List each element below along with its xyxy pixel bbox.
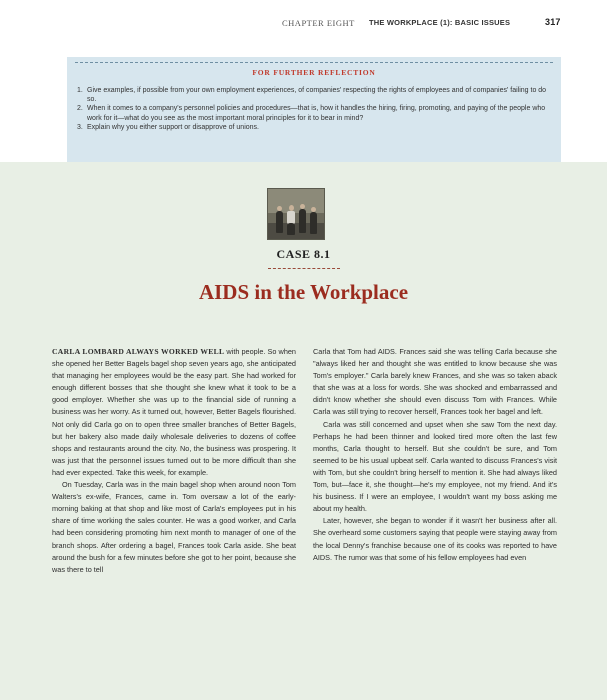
case-paragraph-text: with people. So when she opened her Better Bagels bagel shop seven years ago, she anticipated that managing her employees would be the easy part. She had worked for enough different bosses that she thought she knew what it took to be a good employer. Whether she was up to the financial side of running a business was her worry. As it turned out, however, Better Bagels flourished. Not only did Carla go on to open three smaller branches of Better Bagels, but her bakery also made daily wholesale deliveries to dozens of coffee shops and restaurants around the city. No, the business was prospering. It was just that the personnel issues turned out to be more difficult than she had ever expected. Take this week, for example. [52,347,296,477]
reflection-questions [77,86,549,132]
question-text: Give examples, if possible from your own employment experiences, of companies' respecting the rights of employees and of companies' failing to do so. [87,87,547,104]
chapter-label: CHAPTER EIGHT [282,18,355,28]
photo-figure [299,209,306,233]
further-reflection-box [67,57,561,162]
chapter-title: THE WORKPLACE (1): BASIC ISSUES [369,18,511,27]
photo-figure-head [311,207,316,212]
reflection-question [77,123,549,132]
reflection-heading: FOR FURTHER REFLECTION [252,68,376,77]
page-number: 317 [545,17,561,27]
case-paragraph [52,346,296,479]
case-divider [268,268,340,269]
running-head [0,16,607,32]
photo-figure [310,212,317,234]
case-paragraph: On Tuesday, Carla was in the main bagel shop when around noon Tom Walters's ex-wife, Frances, came in. Tom oversaw a lot of the early-morning baking at that shop and like most of Carla's employees put in his share of time working the sales counter. He was a good worker, and Carla had been considering promoting him next month to manager of one of the branch shops. After ordering a bagel, Frances took Carla aside. She beat around the bush for a few minutes before she got to her point, because she was there to tell [52,480,296,574]
case-left-column [52,346,296,576]
question-number: 3. [77,123,83,131]
case-paragraph: Carla that Tom had AIDS. Frances said she was telling Carla because she "always liked her and thought she was entitled to know because she was Tom's employer." Carla barely knew Frances, and she was so taken aback that she was at a loss for words. She was shocked and embarrassed and didn't know whether she should even discuss Tom with Frances. While Carla was still trying to recover herself, Frances took her bagel and left. [313,347,557,417]
reflection-question [77,86,549,104]
case-paragraph: Later, however, she began to wonder if it wasn't her business after all. She overheard some customers saying that people were staying away from the local Denny's franchise because one of its cooks was reported to have AIDS. The rumor was that some of his fellow employees had even [313,516,557,562]
photo-figure [287,223,295,235]
photo-figure-head [289,205,294,211]
photo-figure [276,211,283,233]
case-title: AIDS in the Workplace [198,280,409,304]
question-number: 1. [77,87,83,94]
case-paragraph: Carla was still concerned and upset when she saw Tom the next day. Perhaps he had been thinner and looked tired more often the last few months, Carla thought to herself. But she couldn't be sure, and Tom seemed to be his usual upbeat self. Carla wanted to discuss Frances's visit with Tom, but she couldn't bring herself to mention it. She had always liked Tom, but—face it, she thought—he's my employee, not my friend. And it's his business. If I were an employee, I wouldn't want my boss asking me about my health. [313,419,557,514]
question-text: When it comes to a company's personnel policies and procedures—that is, how it handles the hiring, firing, promoting, and paying of the people who work for it—what do you see as the most important moral principles for it to bear in mind? [87,105,546,122]
case-right-column [313,346,557,564]
question-number: 2. [77,105,83,113]
reflection-top-rule [75,62,553,63]
reflection-question [77,104,549,122]
case-lead-in: CARLA LOMBARD ALWAYS WORKED WELL [52,347,225,356]
photo-figure-head [277,206,282,211]
case-photo [267,188,325,240]
case-number: CASE 8.1 [276,247,331,261]
photo-figure-head [300,204,305,209]
question-text: Explain why you either support or disapprove of unions. [87,123,259,131]
